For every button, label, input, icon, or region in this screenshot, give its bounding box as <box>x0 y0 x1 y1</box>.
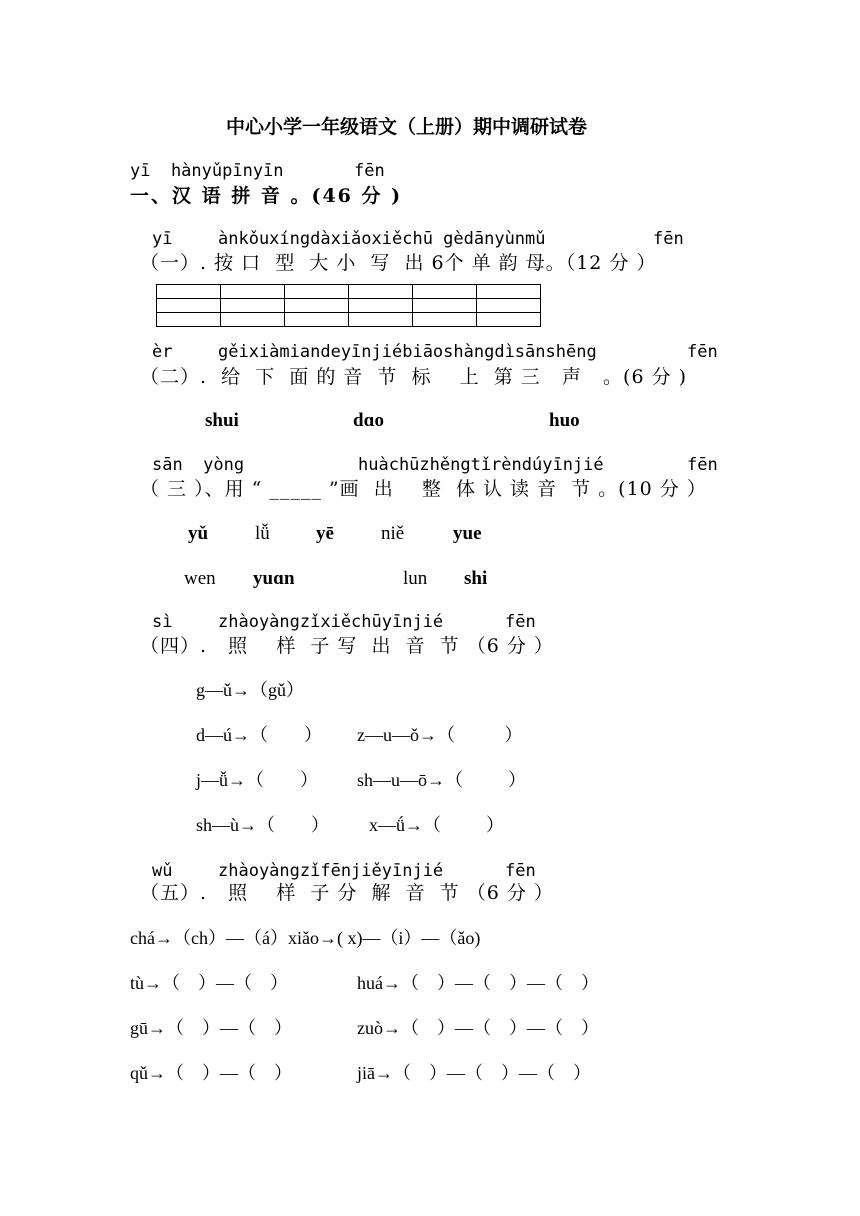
q2-pinyin-fen: fēn <box>687 342 718 362</box>
q2-word[interactable]: shui <box>205 410 239 431</box>
section1-heading: 一、汉 语 拼 音 。(46 分 ) <box>130 185 403 207</box>
q3-pinyin-num: sān yòng <box>152 455 245 475</box>
q4-item[interactable]: sh—u—ō→（ ） <box>357 770 527 790</box>
q3-pinyin-fen: fēn <box>687 455 718 475</box>
q3-syllable[interactable]: niě <box>381 523 405 544</box>
q3-pinyin: huàchūzhěngtǐrèndúyīnjié <box>358 455 604 475</box>
section1-pinyin: yī hànyǔpīnyīn <box>130 161 284 181</box>
q3-syllable[interactable]: lǚ <box>255 523 270 544</box>
q3-syllable[interactable]: lun <box>403 568 428 589</box>
q3-syllable[interactable]: yuɑn <box>253 568 295 589</box>
q3-syllable[interactable]: shi <box>464 568 488 589</box>
q5-item[interactable]: huá→（ ）—（ ）—（ ） <box>357 973 599 993</box>
q4-item[interactable]: j—ǚ→（ ） <box>196 770 319 790</box>
q5-item[interactable]: zuò→（ ）—（ ）—（ ） <box>357 1018 599 1038</box>
q2-pinyin-num: èr <box>152 342 173 362</box>
q2-pinyin: gěixiàmiandeyīnjiébiāoshàngdìsānshēng <box>218 342 597 362</box>
q3-syllable[interactable]: yue <box>453 523 482 544</box>
q1-pinyin-num: yī <box>152 229 173 249</box>
q5-pinyin-num: wǔ <box>152 861 173 881</box>
q4-item[interactable]: d—ú→（ ） <box>196 725 322 745</box>
q5-example: chá→（ch）—（á）xiǎo→( x)—（i）—（ǎo) <box>130 928 481 948</box>
q1-heading: （一）. 按 口 型 大 小 写 出 6个 单 韵 母。（12 分 ） <box>140 252 657 274</box>
q5-pinyin: zhàoyàngzǐfēnjiěyīnjié <box>218 861 444 881</box>
q5-pinyin-fen: fēn <box>505 861 536 881</box>
q5-item[interactable]: jiā→（ ）—（ ）—（ ） <box>357 1063 591 1083</box>
q4-item[interactable]: z—u—ǒ→（ ） <box>357 725 523 745</box>
q4-item[interactable]: sh—ù→（ ） <box>196 815 330 835</box>
q2-heading: （二）. 给 下 面 的 音 节 标 上 第 三 声 。(6 分 ) <box>140 366 688 388</box>
q1-pinyin: ànkǒuxíngdàxiǎoxiěchū gèdānyùnmǔ <box>218 229 546 249</box>
page-title: 中心小学一年级语文（上册）期中调研试卷 <box>226 116 588 138</box>
q4-example: g—ǔ→（gǔ） <box>196 680 304 700</box>
q5-item[interactable]: tù→（ ）—（ ） <box>130 973 289 993</box>
q2-word[interactable]: huo <box>549 410 580 431</box>
q5-item[interactable]: qǔ→（ ）—（ ） <box>130 1063 292 1083</box>
q3-heading: （ 三 ）、用 “ _____ ”画 出 整 体 认 读 音 节 。(10 分 ） <box>140 478 707 500</box>
writing-grid[interactable] <box>156 284 541 327</box>
q1-pinyin-fen: fēn <box>653 229 684 249</box>
q5-heading: （五）. 照 样 子 分 解 音 节 （6 分 ） <box>140 882 554 904</box>
q3-syllable[interactable]: wen <box>184 568 216 589</box>
q5-item[interactable]: gū→（ ）—（ ） <box>130 1018 292 1038</box>
q4-pinyin: zhàoyàngzǐxiěchūyīnjié <box>218 612 444 632</box>
q4-item[interactable]: x—ǘ→（ ） <box>369 815 504 835</box>
section1-pinyin-fen: fēn <box>354 161 385 181</box>
q3-syllable[interactable]: yē <box>316 523 334 544</box>
q4-heading: （四）. 照 样 子 写 出 音 节 （6 分 ） <box>140 635 554 657</box>
q3-syllable[interactable]: yǔ <box>188 523 209 544</box>
q4-pinyin-num: sì <box>152 612 173 632</box>
q4-pinyin-fen: fēn <box>505 612 536 632</box>
q2-word[interactable]: dɑo <box>353 410 384 431</box>
